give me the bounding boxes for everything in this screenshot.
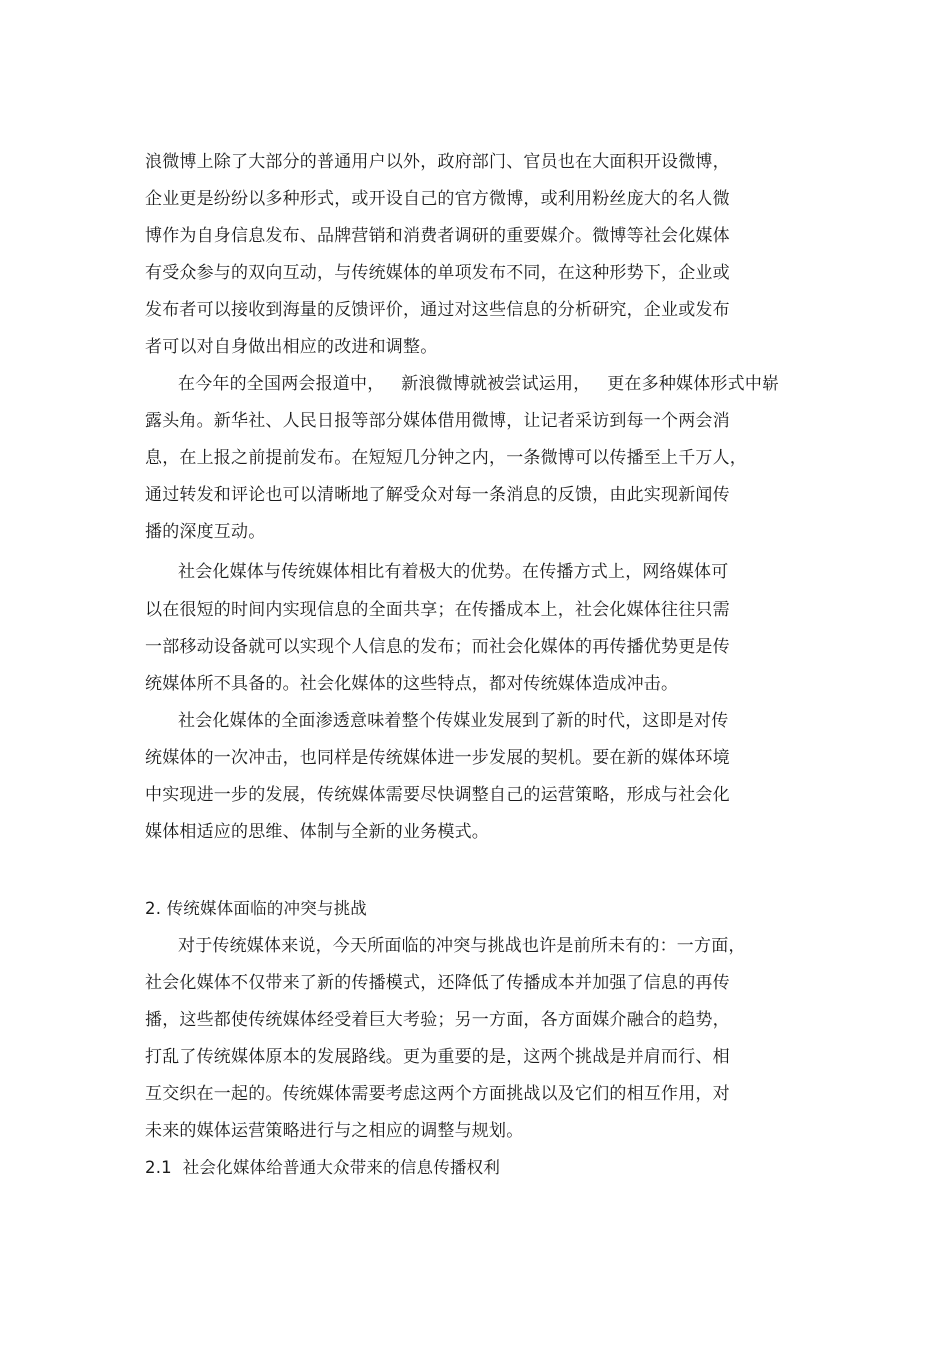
paragraph-line: 社会化媒体与传统媒体相比有着极大的优势。在传播方式上，网络媒体可	[178, 562, 729, 582]
paragraph-line: 互交织在一起的。传统媒体需要考虑这两个方面挑战以及它们的相互作用，对	[145, 1084, 730, 1104]
paragraph-line: 企业更是纷纷以多种形式，或开设自己的官方微博，或利用粉丝庞大的名人微	[145, 189, 730, 209]
paragraph-line: 有受众参与的双向互动，与传统媒体的单项发布不同，在这种形势下，企业或	[145, 263, 730, 283]
paragraph-line: 播，这些都使传统媒体经受着巨大考验；另一方面，各方面媒介融合的趋势，	[145, 1010, 730, 1030]
paragraph-line: 未来的媒体运营策略进行与之相应的调整与规划。	[145, 1121, 524, 1141]
paragraph-line: 一部移动设备就可以实现个人信息的发布；而社会化媒体的再传播优势更是传	[145, 637, 730, 657]
paragraph-line: 博作为自身信息发布、品牌营销和消费者调研的重要媒介。微博等社会化媒体	[145, 226, 730, 246]
paragraph-line: 统媒体所不具备的。社会化媒体的这些特点，都对传统媒体造成冲击。	[145, 674, 679, 694]
paragraph-line: 对于传统媒体来说，今天所面临的冲突与挑战也许是前所未有的：一方面，	[178, 936, 746, 956]
paragraph-line: 社会化媒体不仅带来了新的传播模式，还降低了传播成本并加强了信息的再传	[145, 973, 730, 993]
paragraph-line: 打乱了传统媒体原本的发展路线。更为重要的是，这两个挑战是并肩而行、相	[145, 1047, 730, 1067]
paragraph-line: 中实现进一步的发展，传统媒体需要尽快调整自己的运营策略，形成与社会化	[145, 785, 730, 805]
paragraph-line: 以在很短的时间内实现信息的全面共享；在传播成本上，社会化媒体往往只需	[145, 600, 730, 620]
paragraph-line: 息，在上报之前提前发布。在短短几分钟之内，一条微博可以传播至上千万人，	[145, 448, 747, 468]
paragraph-line: 在今年的全国两会报道中， 新浪微博就被尝试运用， 更在多种媒体形式中崭	[178, 374, 780, 394]
paragraph-line: 浪微博上除了大部分的普通用户以外，政府部门、官员也在大面积开设微博，	[145, 152, 730, 172]
paragraph-line: 媒体相适应的思维、体制与全新的业务模式。	[145, 822, 489, 842]
paragraph-line: 露头角。新华社、人民日报等部分媒体借用微博，让记者采访到每一个两会消	[145, 411, 730, 431]
paragraph-line: 统媒体的一次冲击，也同样是传统媒体进一步发展的契机。要在新的媒体环境	[145, 748, 730, 768]
section-heading: 2. 传统媒体面临的冲突与挑战	[145, 899, 367, 918]
subsection-heading: 2.1 社会化媒体给普通大众带来的信息传播权利	[145, 1158, 501, 1177]
paragraph-line: 播的深度互动。	[145, 522, 266, 542]
paragraph-line: 者可以对自身做出相应的改进和调整。	[145, 337, 438, 357]
paragraph-line: 通过转发和评论也可以清晰地了解受众对每一条消息的反馈，由此实现新闻传	[145, 485, 730, 505]
paragraph-line: 社会化媒体的全面渗透意味着整个传媒业发展到了新的时代，这即是对传	[178, 711, 729, 731]
paragraph-line: 发布者可以接收到海量的反馈评价，通过对这些信息的分析研究，企业或发布	[145, 300, 730, 320]
